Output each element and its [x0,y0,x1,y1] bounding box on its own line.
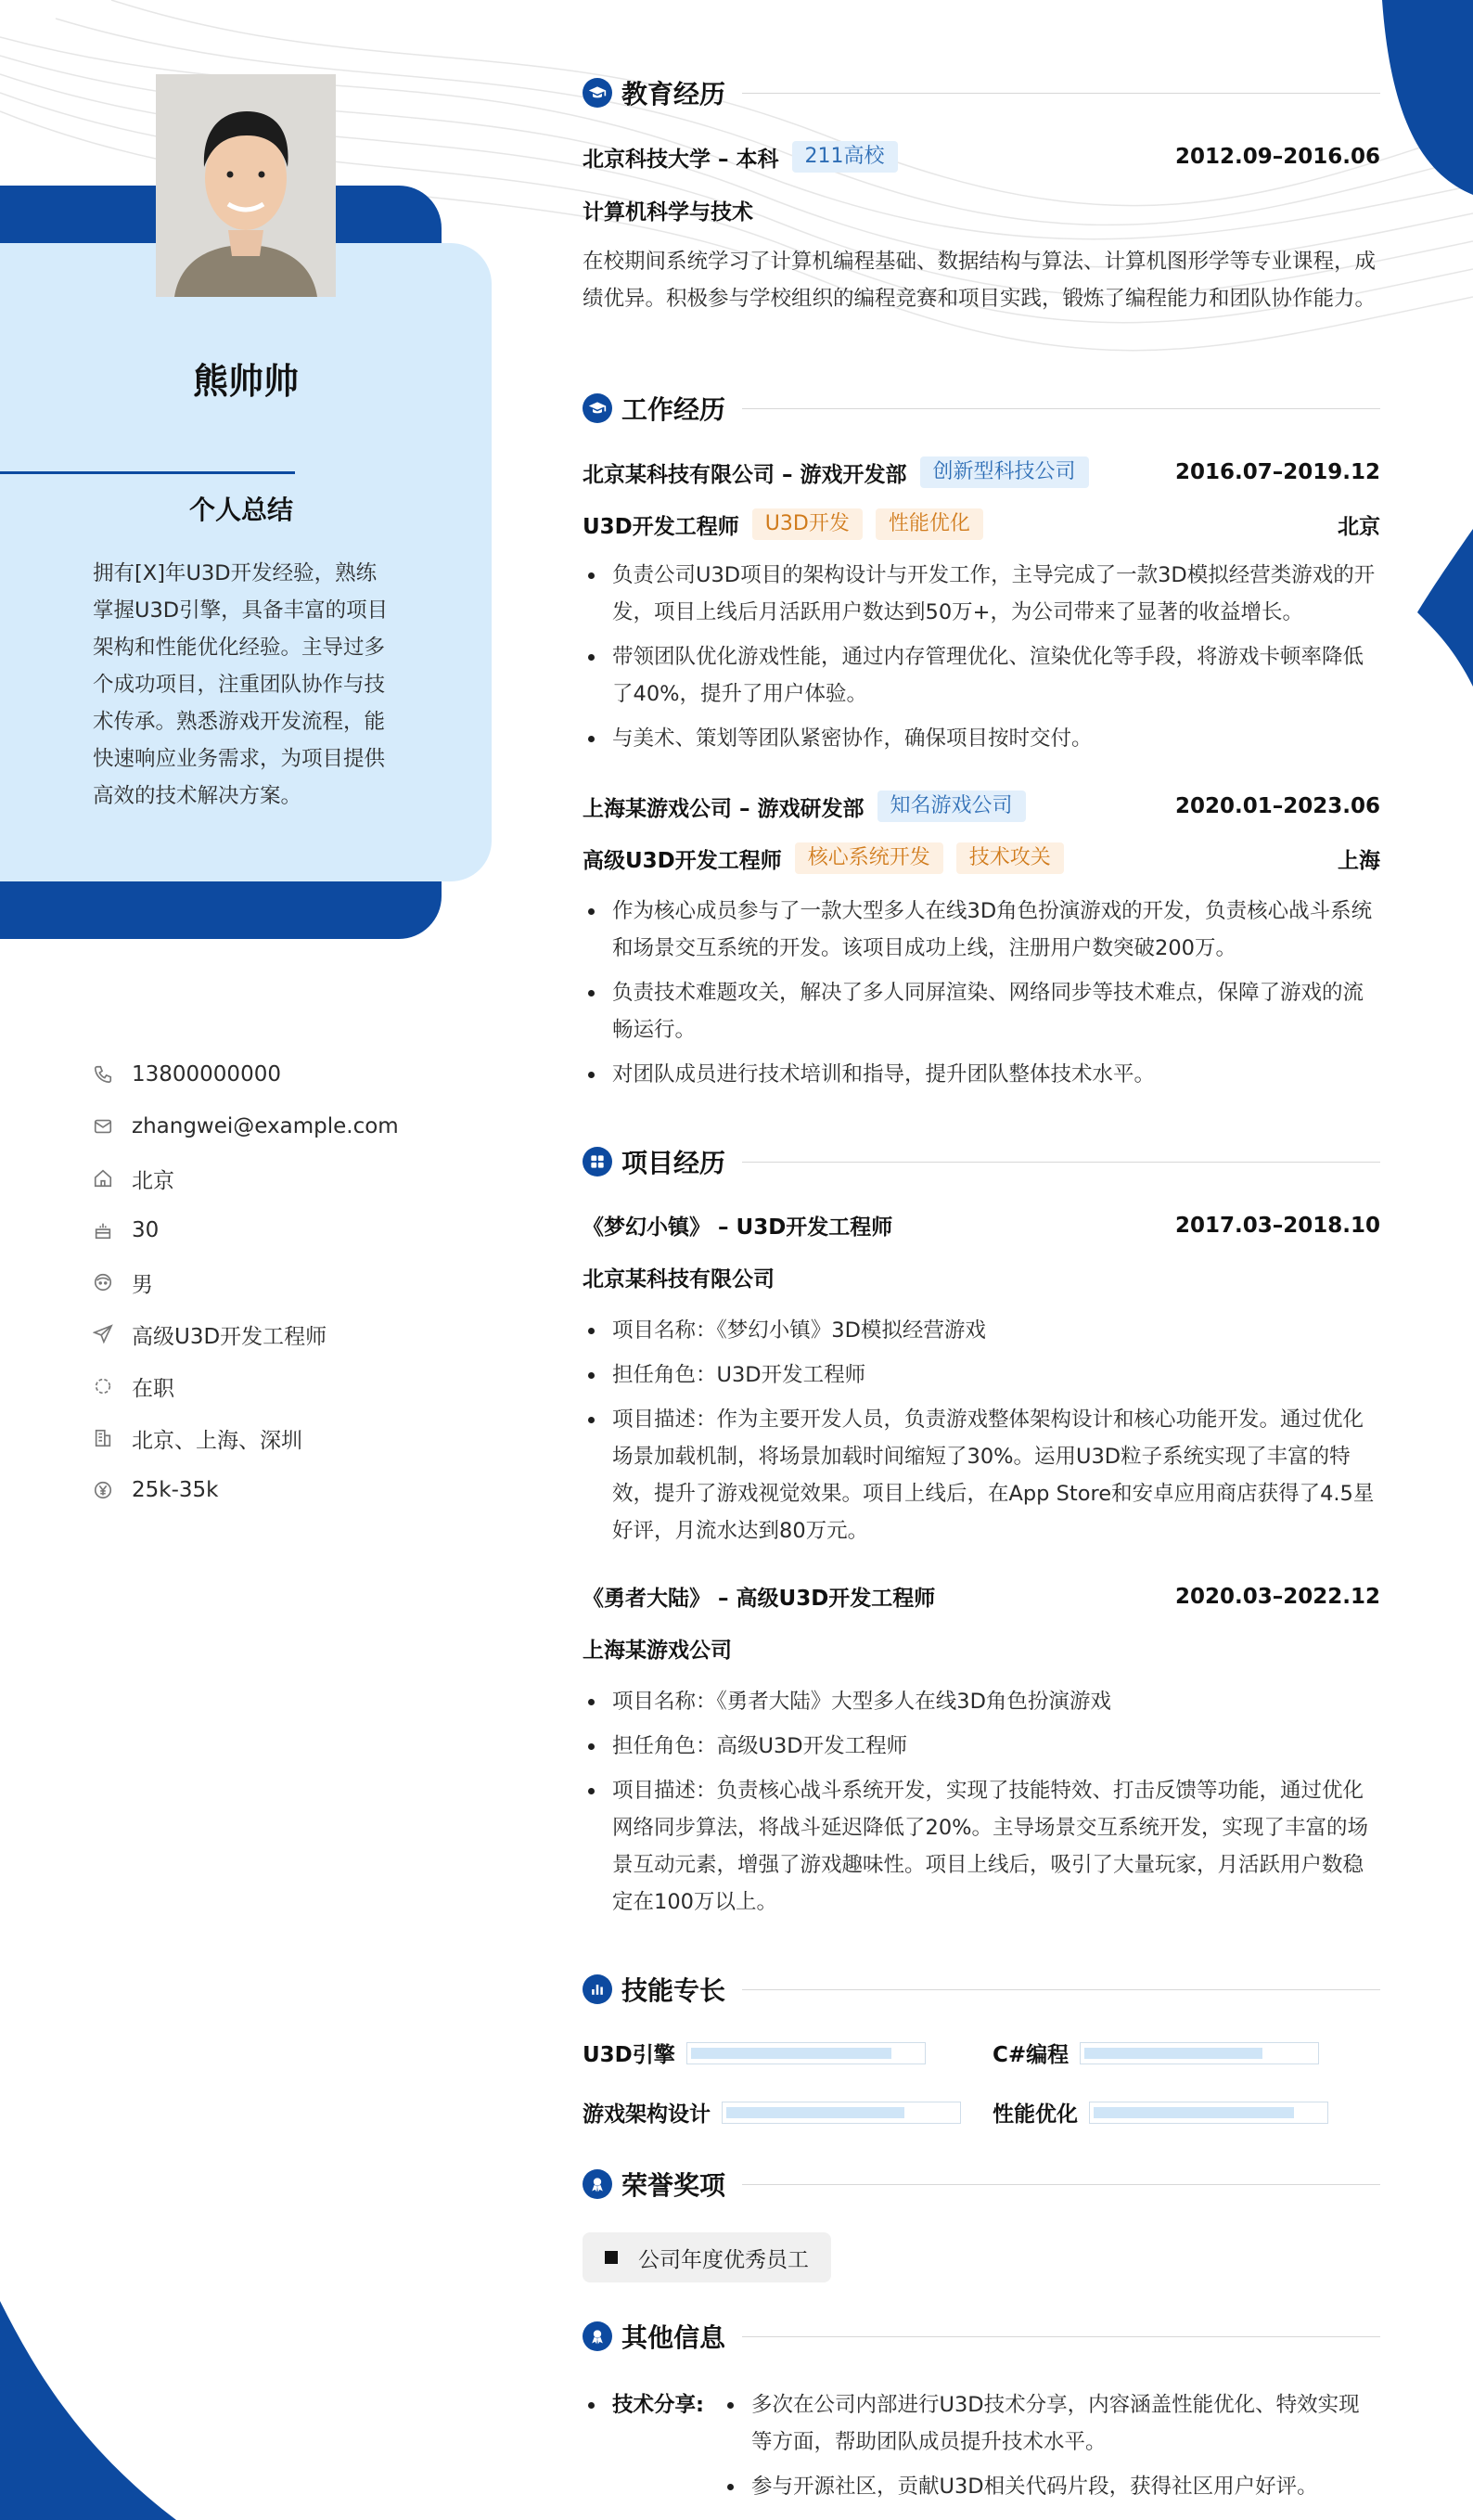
avatar [156,74,336,297]
list-item: 项目名称：《梦幻小镇》3D模拟经营游戏 [583,1312,1380,1349]
job-company-row [583,456,1380,488]
section-divider [742,2336,1380,2337]
company-tag: 创新型科技公司 [920,456,1089,488]
project-date: 2020.03–2022.12 [1174,1584,1380,1609]
contact-value: 男 [132,1272,153,1297]
project-name: 《梦幻小镇》 – U3D开发工程师 [583,1215,893,1240]
projects-header [583,1143,1380,1180]
summary-divider [0,471,295,474]
section-divider [742,93,1380,94]
project-bullets [583,1683,1380,1928]
cake-icon [93,1220,113,1241]
role-tag: 技术攻关 [956,842,1064,874]
contact-city [93,1152,399,1204]
mail-icon [93,1116,113,1137]
profile-name: 熊帅帅 [192,361,299,402]
building-icon [93,1428,113,1448]
list-item: 项目描述：负责核心战斗系统开发，实现了技能特效、打击反馈等功能，通过优化网络同步算法，将战斗延迟降低了20%。主导场景交互系统开发，实现了丰富的场景互动元素，增强了游戏趣味性。项目上线后，吸引了大量玩家，月活跃用户数稳定在100万以上。 [583,1772,1380,1921]
contact-value: 在职 [132,1376,174,1401]
job-company: 上海某游戏公司 – 游戏研发部 [583,796,865,821]
education-major-row [583,195,1380,225]
project-title-row [583,1581,1380,1612]
honors-header [583,2166,1380,2203]
skill-bar-fill [691,2048,891,2059]
section-title: 项目经历 [621,1148,726,1178]
list-item: 对团队成员进行技术培训和指导，提升团队整体技术水平。 [583,1056,1380,1093]
project-company: 上海某游戏公司 [583,1639,732,1663]
project-company-row [583,1262,1380,1292]
list-item: 负责技术难题攻关，解决了多人同屏渲染、网络同步等技术难点，保障了游戏的流畅运行。 [583,974,1380,1048]
job-role-row [583,842,1380,874]
contact-age [93,1204,399,1256]
phone-icon [93,1064,113,1085]
job-company-row [583,791,1380,822]
award-icon [583,2321,612,2351]
contact-position [93,1308,399,1360]
job-bullets [583,557,1380,765]
contact-value: 高级U3D开发工程师 [132,1324,327,1349]
contact-value: zhangwei@example.com [132,1114,399,1138]
skill-bar [1089,2102,1328,2124]
briefcase-icon [583,393,612,423]
avatar-portrait-icon [156,74,336,297]
skill-bar-fill [1094,2107,1294,2118]
other-header [583,2318,1380,2355]
section-title: 教育经历 [621,79,726,109]
education-school-row [583,141,1380,173]
education-header [583,74,1380,111]
send-icon [93,1324,113,1344]
section-divider [742,408,1380,409]
list-item: 作为核心成员参与了一款大型多人在线3D角色扮演游戏的开发，负责核心战斗系统和场景交互系统的开发。该项目成功上线，注册用户数突破200万。 [583,893,1380,967]
role-tag: 性能优化 [876,508,983,540]
contact-value: 25k-35k [132,1478,219,1502]
skill-item [583,2097,961,2128]
section-divider [742,2184,1380,2185]
skill-bar-fill [1084,2048,1262,2059]
skill-name: 游戏架构设计 [583,2102,711,2127]
school-name: 北京科技大学 – 本科 [583,147,779,172]
list-item: 项目描述：作为主要开发人员，负责游戏整体架构设计和核心功能开发。通过优化场景加载机制，将场景加载时间缩短了30%。运用U3D粒子系统实现了丰富的特效，提升了游戏视觉效果。项目上线后，在App Store和安卓应用商店获得了4.5星好评，月流水达到80万元。 [583,1401,1380,1549]
bullet-dot [588,2402,595,2409]
skill-item [993,2038,1319,2068]
contact-email [93,1100,399,1152]
role-tag: 核心系统开发 [795,842,943,874]
section-title: 技能专长 [621,1975,726,2006]
job-role-row [583,508,1380,540]
other-bullets [722,2386,1380,2513]
project-bullets [583,1312,1380,1557]
home-icon [93,1168,113,1189]
project-title-row [583,1210,1380,1241]
job-city: 北京 [1338,514,1380,539]
company-tag: 知名游戏公司 [877,791,1026,822]
section-title: 工作经历 [621,394,726,425]
section-title: 荣誉奖项 [621,2170,726,2201]
contact-salary [93,1464,399,1516]
education-description: 在校期间系统学习了计算机编程基础、数据结构与算法、计算机图形学等专业课程，成绩优异。积极参与学校组织的编程竞赛和项目实践，锻炼了编程能力和团队协作能力。 [583,250,1377,311]
section-divider [742,1989,1380,1990]
summary-title: 个人总结 [188,495,293,525]
contact-value: 13800000000 [132,1062,281,1086]
skills-header [583,1971,1380,2008]
gender-icon [93,1272,113,1292]
award-icon [583,2169,612,2199]
job-company: 北京某科技有限公司 – 游戏开发部 [583,462,907,487]
honor-item [583,2232,831,2282]
grid-icon [583,1147,612,1176]
list-item: 担任角色：U3D开发工程师 [583,1356,1380,1394]
contact-status [93,1360,399,1412]
other-label: 技术分享: [612,2393,704,2417]
skill-bar [722,2102,961,2124]
summary-text: 拥有[X]年U3D开发经验，熟练掌握U3D引擎，具备丰富的项目架构和性能优化经验。主导过多个成功项目，注重团队协作与技术传承。熟悉游戏开发流程，能快速响应业务需求，为项目提供高效的技术解决方案。 [93,561,389,808]
major: 计算机科学与技术 [583,200,753,225]
list-item: 担任角色：高级U3D开发工程师 [583,1728,1380,1765]
job-role: U3D开发工程师 [583,514,739,539]
salary-icon [93,1480,113,1500]
skill-bar [686,2042,926,2064]
job-date: 2016.07–2019.12 [1174,460,1380,484]
contact-value: 北京、上海、深圳 [132,1428,302,1453]
role-tag: U3D开发 [752,508,863,540]
bar-chart-icon [583,1974,612,2004]
project-date: 2017.03–2018.10 [1174,1213,1380,1238]
graduation-cap-icon [583,78,612,108]
skill-item [583,2038,926,2068]
project-name: 《勇者大陆》 – 高级U3D开发工程师 [583,1587,936,1611]
status-icon [93,1376,113,1396]
contact-list [93,1048,399,1516]
project-company-row [583,1633,1380,1664]
job-role: 高级U3D开发工程师 [583,848,782,873]
work-header [583,390,1380,427]
contact-gender [93,1256,399,1308]
list-item: 与美术、策划等团队紧密协作，确保项目按时交付。 [583,720,1380,757]
list-item: 负责公司U3D项目的架构设计与开发工作，主导完成了一款3D模拟经营类游戏的开发，项目上线后月活跃用户数达到50万+，为公司带来了显著的收益增长。 [583,557,1380,631]
skill-item [993,2097,1328,2128]
project-company: 北京某科技有限公司 [583,1267,775,1292]
honor-text: 公司年度优秀员工 [638,2247,809,2272]
skill-bar-fill [726,2107,904,2118]
school-tag: 211高校 [792,141,898,173]
section-title: 其他信息 [621,2322,726,2353]
section-divider [742,1162,1380,1163]
skill-bar [1080,2042,1319,2064]
list-item: 带领团队优化游戏性能，通过内存管理优化、渲染优化等手段，将游戏卡顿率降低了40%，提升了用户体验。 [583,638,1380,713]
job-date: 2020.01–2023.06 [1174,794,1380,818]
square-bullet-icon [605,2251,618,2264]
contact-target-cities [93,1412,399,1464]
education-date: 2012.09–2016.06 [1174,145,1380,169]
skill-name: U3D引擎 [583,2043,675,2067]
contact-phone [93,1048,399,1100]
contact-value: 30 [132,1218,160,1242]
job-city: 上海 [1338,848,1380,873]
skill-name: 性能优化 [993,2102,1078,2127]
list-item: 项目名称：《勇者大陆》大型多人在线3D角色扮演游戏 [583,1683,1380,1720]
job-bullets [583,893,1380,1100]
list-item: 多次在公司内部进行U3D技术分享，内容涵盖性能优化、特效实现等方面，帮助团队成员提升技术水平。 [722,2386,1380,2461]
sidebar [0,0,519,2520]
skill-name: C#编程 [993,2043,1070,2067]
list-item: 参与开源社区，贡献U3D相关代码片段，获得社区用户好评。 [722,2468,1380,2505]
contact-value: 北京 [132,1168,174,1193]
